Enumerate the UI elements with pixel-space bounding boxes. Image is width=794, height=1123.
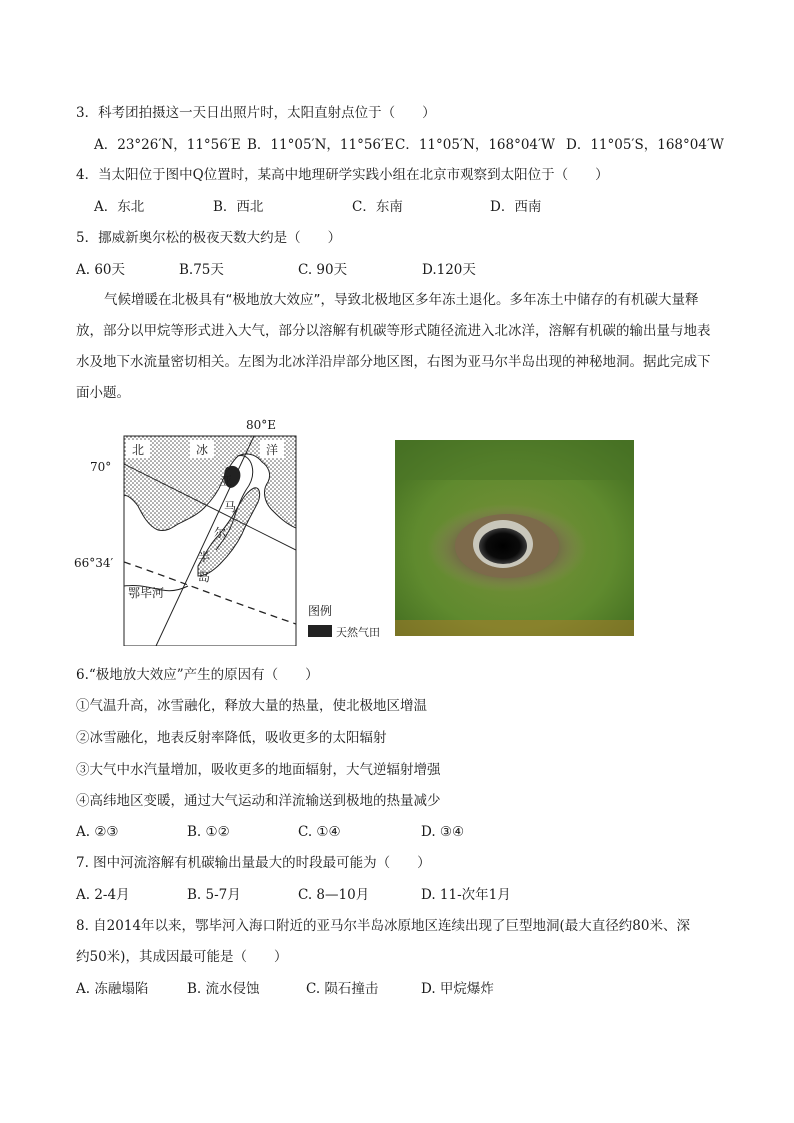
- q7-option-c: C. 8—10月: [298, 887, 370, 903]
- lat-70-label: 70°: [90, 460, 112, 474]
- q3-option-a: A．23°26′N，11°56′E: [94, 137, 241, 153]
- q6-item-1: ①气温升高，冰雪融化，释放大量的热量，使北极地区增温: [76, 698, 427, 714]
- peninsula-char-2: 马: [224, 500, 237, 514]
- q6-item-4: ④高纬地区变暖，通过大气运动和洋流输送到极地的热量减少: [76, 793, 441, 809]
- q7-option-b: B. 5-7月: [187, 887, 241, 903]
- passage-text: 气候增暖在北极具有“极地放大效应”，导致北极地区多年冻土退化。多年冻土中储存的有机碳大量释放，部分以甲烷等形式进入大气，部分以溶解有机碳等形式随径流进入北冰洋，溶解有机碳的输出量与地表水及地下水流量密切相关。左图为北冰洋沿岸部分地区图，右图为亚马尔半岛出现的神秘地洞。据此完成下面小题。: [76, 292, 711, 401]
- q8-option-c: C. 陨石撞击: [306, 981, 379, 997]
- q3-option-c: C．11°05′N，168°04′W: [395, 137, 555, 153]
- q8-option-a: A. 冻融塌陷: [76, 981, 149, 997]
- legend-label: 天然气田: [336, 626, 380, 639]
- legend-swatch: [308, 625, 332, 637]
- q3-stem: 3．科考团拍摄这一天日出照片时，太阳直射点位于（ ）: [76, 105, 436, 121]
- q4-option-d: D．西南: [490, 199, 542, 215]
- ocean-char-2: 冰: [196, 443, 209, 457]
- q6-item-3: ③大气中水汽量增加，吸收更多的地面辐射，大气逆辐射增强: [76, 762, 441, 778]
- q6-option-c: C. ①④: [298, 824, 341, 840]
- peninsula-char-4: 半: [198, 550, 211, 564]
- q8-option-d: D. 甲烷爆炸: [421, 981, 494, 997]
- peninsula-char-5: 岛: [198, 570, 211, 584]
- q7-stem: 7. 图中河流溶解有机碳输出量最大的时段最可能为（ ）: [76, 855, 431, 871]
- river-label: 鄂毕河: [128, 586, 165, 600]
- q4-option-b: B．西北: [213, 199, 264, 215]
- q4-option-c: C．东南: [352, 199, 403, 215]
- q4-stem: 4．当太阳位于图中Q位置时，某高中地理研学实践小组在北京市观察到太阳位于（ ）: [76, 167, 609, 183]
- q7-option-a: A. 2-4月: [76, 887, 130, 903]
- q6-stem: 6.“极地放大效应”产生的原因有（ ）: [76, 667, 319, 683]
- ocean-char-3: 洋: [266, 443, 279, 457]
- q6-item-2: ②冰雪融化，地表反射率降低，吸收更多的太阳辐射: [76, 730, 387, 746]
- q6-option-d: D. ③④: [421, 824, 465, 840]
- q4-option-a: A．东北: [94, 199, 145, 215]
- legend-title: 图例: [308, 604, 333, 618]
- q5-option-d: D.120天: [422, 262, 476, 278]
- peninsula-char-1: 亚: [220, 474, 233, 488]
- q8-stem-line1: 8. 自2014年以来，鄂毕河入海口附近的亚马尔半岛冰原地区连续出现了巨型地洞(最大直径约80米、深: [76, 918, 690, 934]
- q6-option-a: A. ②③: [76, 824, 119, 840]
- sinkhole-photo: [395, 440, 634, 636]
- q3-option-d: D．11°05′S，168°04′W: [566, 137, 724, 153]
- q8-stem-line2: 约50米)，其成因最可能是（ ）: [76, 949, 288, 965]
- q5-stem: 5．挪威新奥尔松的极夜天数大约是（ ）: [76, 230, 342, 246]
- arctic-coast-map: [74, 416, 386, 650]
- q8-option-b: B. 流水侵蚀: [187, 981, 260, 997]
- q3-option-b: B．11°05′N，11°56′E: [247, 137, 394, 153]
- q5-option-a: A. 60天: [76, 262, 126, 278]
- q7-option-d: D. 11-次年1月: [421, 887, 511, 903]
- lat-66-label: 66°34′: [74, 556, 114, 570]
- lon-80e-label: 80°E: [246, 418, 277, 432]
- ocean-char-1: 北: [132, 443, 145, 457]
- q5-option-b: B.75天: [179, 262, 224, 278]
- peninsula-char-3: 尔: [214, 526, 227, 540]
- q5-option-c: C. 90天: [298, 262, 348, 278]
- q6-option-b: B. ①②: [187, 824, 230, 840]
